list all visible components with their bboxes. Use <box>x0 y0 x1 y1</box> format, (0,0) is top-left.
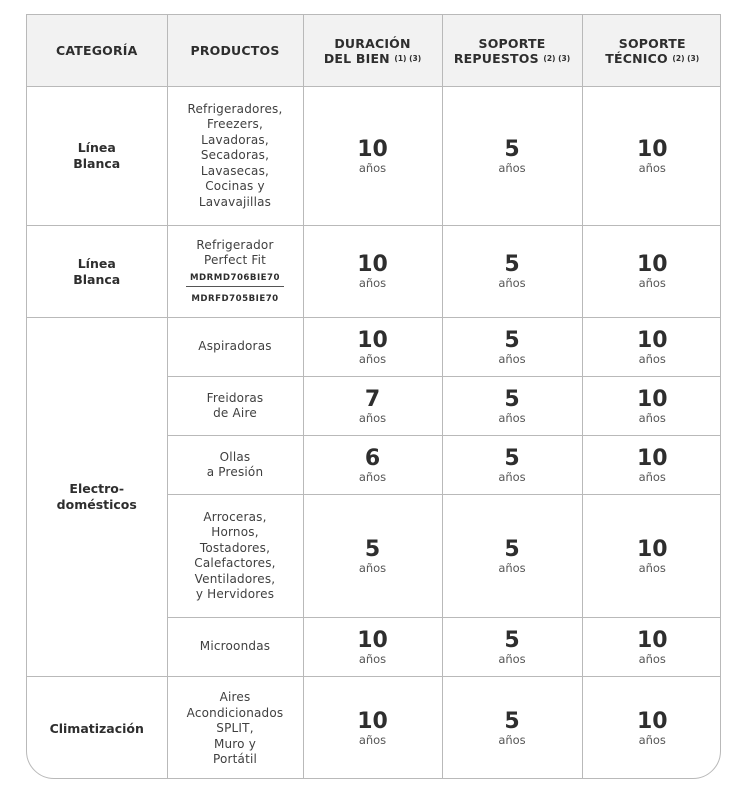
product-cell <box>167 87 303 226</box>
duracion-value: 10 <box>357 327 388 353</box>
unit-label: años <box>638 651 666 666</box>
tecnico-cell <box>582 87 721 226</box>
product-cell <box>167 377 303 436</box>
product-cell <box>167 495 303 618</box>
unit-label: años <box>638 469 666 484</box>
header-duracion-line2: DEL BIEN <box>323 50 390 66</box>
product-line: Aspiradoras <box>198 339 272 354</box>
product-cell <box>167 436 303 495</box>
header-categoria-label: CATEGORÍA <box>55 43 138 58</box>
tecnico-value: 10 <box>636 627 668 653</box>
product-line: Lavavajillas <box>198 194 272 209</box>
unit-label: años <box>498 733 526 748</box>
duracion-value: 10 <box>357 252 388 277</box>
duracion-cell <box>303 226 442 318</box>
duracion-value: 10 <box>357 709 388 735</box>
duracion-cell <box>303 618 442 677</box>
tecnico-cell <box>582 618 721 677</box>
repuestos-cell <box>442 87 582 226</box>
table-row <box>27 318 721 377</box>
product-line: SPLIT, <box>216 721 254 735</box>
header-repuestos-line2: REPUESTOS <box>453 50 539 66</box>
repuestos-cell <box>442 436 582 495</box>
product-line: Aires <box>219 690 251 704</box>
product-line: Cocinas y <box>205 179 265 194</box>
unit-label: años <box>358 469 387 484</box>
warranty-table-frame <box>26 14 721 779</box>
repuestos-value: 5 <box>504 627 520 653</box>
duracion-cell <box>303 87 442 226</box>
product-line: Tostadores, <box>199 540 271 555</box>
repuestos-value: 5 <box>504 136 520 162</box>
repuestos-cell <box>442 495 582 618</box>
unit-label: años <box>358 651 387 666</box>
duracion-value: 7 <box>364 386 381 412</box>
duracion-cell <box>303 677 442 780</box>
category-cell <box>27 318 167 677</box>
repuestos-value: 5 <box>504 445 520 471</box>
model-divider <box>186 286 284 287</box>
header-repuestos-footnote: (2) (3) <box>543 53 571 63</box>
model-code: MDRFD705BIE70 <box>191 294 279 304</box>
table-row <box>27 677 721 780</box>
duracion-value: 6 <box>364 445 381 471</box>
header-tecnico-line1: SOPORTE <box>618 35 686 51</box>
repuestos-cell <box>442 377 582 436</box>
tecnico-value: 10 <box>636 252 668 277</box>
category-cell <box>27 677 167 780</box>
unit-label: años <box>638 733 666 748</box>
tecnico-cell <box>582 495 721 618</box>
tecnico-value: 10 <box>636 445 668 471</box>
category-cell <box>27 226 167 318</box>
repuestos-cell <box>442 618 582 677</box>
category-label-line: domésticos <box>56 497 137 512</box>
product-line: Refrigeradores, <box>187 101 283 116</box>
header-tecnico <box>582 15 721 87</box>
unit-label: años <box>358 276 387 290</box>
category-label-line: Línea <box>77 140 116 155</box>
category-cell <box>27 87 167 226</box>
unit-label: años <box>498 351 526 366</box>
tecnico-cell <box>582 318 721 377</box>
header-categoria <box>27 15 167 87</box>
tecnico-cell <box>582 226 721 318</box>
repuestos-value: 5 <box>504 327 520 353</box>
header-tecnico-footnote: (2) (3) <box>672 53 700 63</box>
duracion-value: 5 <box>364 536 381 562</box>
tecnico-value: 10 <box>636 536 668 562</box>
unit-label: años <box>358 733 387 748</box>
duracion-cell <box>303 495 442 618</box>
header-row <box>27 15 721 87</box>
header-duracion-line1: DURACIÓN <box>334 35 411 51</box>
product-line: y Hervidores <box>195 587 275 601</box>
category-label-line: Blanca <box>73 271 121 287</box>
product-cell <box>167 618 303 677</box>
repuestos-value: 5 <box>504 386 520 412</box>
repuestos-value: 5 <box>504 252 520 277</box>
table-row <box>27 226 721 318</box>
unit-label: años <box>358 560 387 575</box>
tecnico-cell <box>582 436 721 495</box>
product-line: Muro y <box>213 736 257 751</box>
product-line: Calefactores, <box>194 556 276 570</box>
unit-label: años <box>498 469 526 484</box>
product-cell <box>167 318 303 377</box>
unit-label: años <box>358 410 387 425</box>
repuestos-cell <box>442 318 582 377</box>
unit-label: años <box>358 351 387 366</box>
tecnico-cell <box>582 377 721 436</box>
unit-label: años <box>638 160 666 175</box>
product-line: Freezers, <box>207 117 263 132</box>
duracion-cell <box>303 436 442 495</box>
unit-label: años <box>358 160 387 175</box>
product-line: Lavasecas, <box>200 163 270 178</box>
unit-label: años <box>638 410 666 425</box>
product-line: de Aire <box>213 406 257 420</box>
product-cell <box>167 226 303 318</box>
tecnico-value: 10 <box>636 327 668 353</box>
unit-label: años <box>638 351 666 366</box>
header-duracion <box>303 15 442 87</box>
product-line: Lavadoras, <box>201 132 269 147</box>
product-line: Arroceras, <box>203 509 267 524</box>
repuestos-value: 5 <box>504 536 520 562</box>
model-code: MDRMD706BIE70 <box>189 272 280 283</box>
header-duracion-footnote: (1) (3) <box>394 53 422 63</box>
product-line: Refrigerador <box>196 237 274 252</box>
unit-label: años <box>498 410 526 425</box>
header-productos-label: PRODUCTOS <box>190 43 280 58</box>
category-label-line: Blanca <box>73 156 121 171</box>
repuestos-cell <box>442 677 582 780</box>
unit-label: años <box>638 276 666 290</box>
header-repuestos <box>442 15 582 87</box>
product-cell <box>167 677 303 780</box>
category-label-line: Climatización <box>49 720 144 736</box>
product-line: Portátil <box>212 752 258 766</box>
tecnico-value: 10 <box>636 386 668 412</box>
warranty-table <box>27 15 721 779</box>
product-line: Hornos, <box>211 525 259 539</box>
repuestos-value: 5 <box>504 709 520 735</box>
header-productos <box>167 15 303 87</box>
product-line: Ventiladores, <box>194 571 276 586</box>
duracion-value: 10 <box>357 136 388 162</box>
unit-label: años <box>498 276 526 290</box>
repuestos-cell <box>442 226 582 318</box>
duracion-cell <box>303 377 442 436</box>
duracion-cell <box>303 318 442 377</box>
tecnico-cell <box>582 677 721 780</box>
header-tecnico-line2: TÉCNICO <box>605 50 668 66</box>
category-label-line: Electro- <box>69 481 125 496</box>
unit-label: años <box>498 651 526 666</box>
product-line: Acondicionados <box>186 705 284 720</box>
header-repuestos-line1: SOPORTE <box>478 35 546 51</box>
product-line: Freidoras <box>206 390 264 405</box>
product-line: Ollas <box>219 449 251 464</box>
table-row <box>27 87 721 226</box>
product-line: Perfect Fit <box>203 253 267 267</box>
unit-label: años <box>498 160 526 175</box>
product-line: Microondas <box>199 639 271 654</box>
tecnico-value: 10 <box>636 136 668 162</box>
product-line: a Presión <box>206 465 264 479</box>
tecnico-value: 10 <box>636 709 668 735</box>
category-label-line: Línea <box>77 255 116 271</box>
duracion-value: 10 <box>357 627 388 653</box>
product-line: Secadoras, <box>200 148 270 163</box>
unit-label: años <box>498 560 526 575</box>
unit-label: años <box>638 560 666 575</box>
